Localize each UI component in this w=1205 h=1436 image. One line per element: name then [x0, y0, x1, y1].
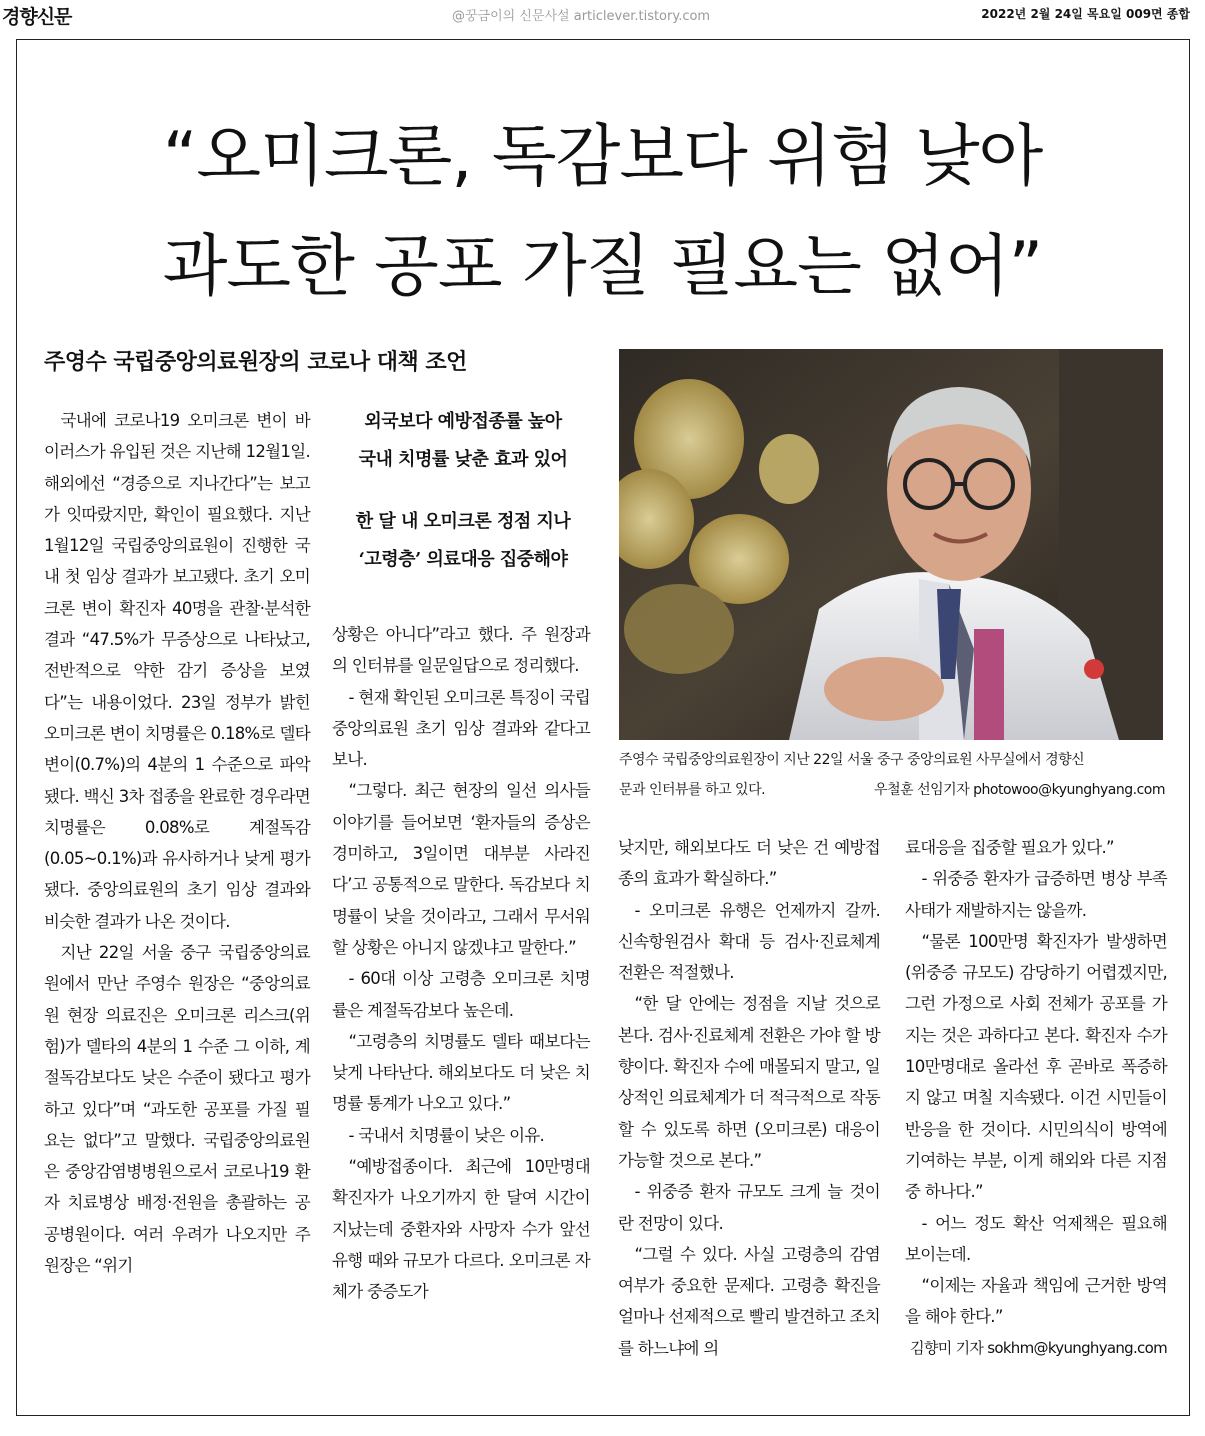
page-header — [0, 0, 1205, 30]
question: - 60대 이상 고령층 오미크론 치명률은 계절독감보다 높은데. — [332, 969, 590, 1020]
photo-credit: 우철훈 선임기자 photowoo@kyunghyang.com — [874, 782, 1165, 798]
caption-line-2 — [619, 775, 1165, 805]
caption-text: 문과 인터뷰를 하고 있다. — [619, 782, 766, 798]
body-column-4 — [905, 832, 1167, 1364]
watermark: @꿍금이의 신문사설 articlever.tistory.com — [452, 9, 711, 24]
question: - 국내서 치명률이 낮은 이유. — [348, 1125, 545, 1145]
callout-2 — [332, 503, 594, 579]
photo-caption — [619, 745, 1165, 805]
dateline: 2022년 2월 24일 목요일 009면 종합 — [981, 7, 1190, 21]
question: - 위중증 환자가 급증하면 병상 부족 사태가 재발하지는 않을까. — [905, 869, 1167, 920]
answer: “그럴 수 있다. 사실 고령층의 감염 여부가 중요한 문제다. 고령층 확진을 얼마나 선제적으로 빨리 발견하고 조치를 하느냐에 의 — [618, 1244, 881, 1358]
question: - 어느 정도 확산 억제책은 필요해 보이는데. — [905, 1213, 1167, 1264]
question: - 현재 확인된 오미크론 특징이 국립중앙의료원 초기 임상 결과와 같다고 보나. — [332, 687, 590, 770]
body-column-2 — [332, 619, 590, 1308]
callout-line: ‘고령층’ 의료대응 집중해야 — [358, 549, 568, 570]
paragraph: 지난 22일 서울 중구 국립중앙의료원에서 만난 주영수 원장은 “중앙의료원 현장 의료진은 오미크론 리스크(위험)가 델타의 4분의 1 수준 그 이하, 계절독감보다도 낮은 수준이 됐다고 평가하고 있다”며 “과도한 공포를 가질 필요는 없다”고 말했다. 국립중앙의료원은 중앙감염병병원으로서 코로나19 환자 치료병상 배정·전원을 총괄하는 공공병원이다. 여러 우려가 나오지만 주 원장은 “위기 — [44, 943, 310, 1276]
newspaper-name: 경향신문 — [2, 6, 72, 28]
answer: “이제는 자율과 책임에 근거한 방역을 해야 한다.” — [905, 1276, 1167, 1327]
question: - 위중증 환자 규모도 크게 늘 것이란 전망이 있다. — [618, 1182, 880, 1233]
answer: “예방접종이다. 최근에 10만명대 확진자가 나오기까지 한 달여 시간이 지났는데 중환자와 사망자 수가 앞선 유행 때와 규모가 다르다. 오미크론 자체가 중증도가 — [332, 1157, 590, 1302]
paragraph: 국내에 코로나19 오미크론 변이 바이러스가 유입된 것은 지난해 12월1일. 해외에선 “경증으로 지나간다”는 보고가 잇따랐지만, 확인이 필요했다. 지난 1월12일 국립중앙의료원이 진행한 국내 첫 임상 결과가 보고됐다. 초기 오미크론 변이 확진자 40명을 관찰·분석한 결과 “47.5%가 무증상으로 나타났고, 전반적으로 약한 감기 증상을 보였다”는 내용이었다. 23일 정부가 밝힌 오미크론 변이 치명률은 0.18%로 델타 변이(0.7%)의 4분의 1 수준으로 파악됐다. 백신 3차 접종을 완료한 경우라면 치명률은 0.08%로 계절독감(0.05~0.1%)과 유사하거나 낮게 평가됐다. 중앙의료원의 초기 임상 결과와 비슷한 결과가 나온 것이다. — [44, 411, 310, 931]
paragraph: 료대응을 집중할 필요가 있다.” — [905, 838, 1114, 857]
interview-photo — [619, 349, 1163, 740]
reporter-byline: 김향미 기자 sokhm@kyunghyang.com — [910, 1338, 1167, 1357]
paragraph: 상황은 아니다”라고 했다. 주 원장과의 인터뷰를 일문일답으로 정리했다. — [332, 625, 590, 676]
answer: “고령층의 치명률도 델타 때보다는 낮게 나타난다. 해외보다도 더 낮은 치명률 통계가 나오고 있다.” — [332, 1031, 590, 1114]
callout-1 — [332, 403, 594, 479]
body-column-3 — [618, 832, 880, 1364]
caption-line-1: 주영수 국립중앙의료원장이 지난 22일 서울 중구 중앙의료원 사무실에서 경향신 — [619, 752, 1085, 768]
subheadline: 주영수 국립중앙의료원장의 코로나 대책 조언 — [44, 350, 467, 375]
answer: “물론 100만명 확진자가 발생하면 (위중증 규모도) 감당하기 어렵겠지만, 그런 가정으로 사회 전체가 공포를 가지는 것은 과하다고 본다. 확진자 수가 10만명대로 올라선 후 곧바로 폭증하지 않고 며칠 지속됐다. 이건 시민들이 반응을 한 것이다. 시민의식이 방역에 기여하는 부분, 이게 해외와 다른 지점 중 하나다.” — [905, 931, 1167, 1202]
callout-line: 한 달 내 오미크론 정점 지나 — [355, 511, 571, 532]
question: - 오미크론 유행은 언제까지 갈까. 신속항원검사 확대 등 검사·진료체계 전환은 적절했나. — [618, 900, 880, 983]
paragraph: 낮지만, 해외보다도 더 낮은 건 예방접종의 효과가 확실하다.” — [618, 838, 880, 889]
answer: “한 달 안에는 정점을 지날 것으로 본다. 검사·진료체계 전환은 가야 할 방향이다. 확진자 수에 매몰되지 말고, 일상적인 의료체계가 더 적극적으로 작동할 수 있도록 하면 (오미크론) 대응이 가능할 것으로 본다.” — [618, 994, 881, 1170]
answer: “그렇다. 최근 현장의 일선 의사들 이야기를 들어보면 ‘환자들의 증상은 경미하고, 3일이면 대부분 사라진다’고 공통적으로 말한다. 독감보다 치명률이 낮을 것이라고, 그래서 무서워할 상황은 아니지 않겠냐고 말한다.” — [332, 781, 590, 957]
headline-line-1: “오미크론, 독감보다 위험 낮아 — [162, 117, 1043, 195]
portrait-image — [619, 349, 1163, 740]
headline-line-2: 과도한 공포 가질 필요는 없어” — [162, 227, 1043, 305]
body-column-1 — [44, 405, 310, 1281]
callout-line: 국내 치명률 낮춘 효과 있어 — [358, 449, 568, 470]
callout-line: 외국보다 예방접종률 높아 — [364, 411, 562, 432]
